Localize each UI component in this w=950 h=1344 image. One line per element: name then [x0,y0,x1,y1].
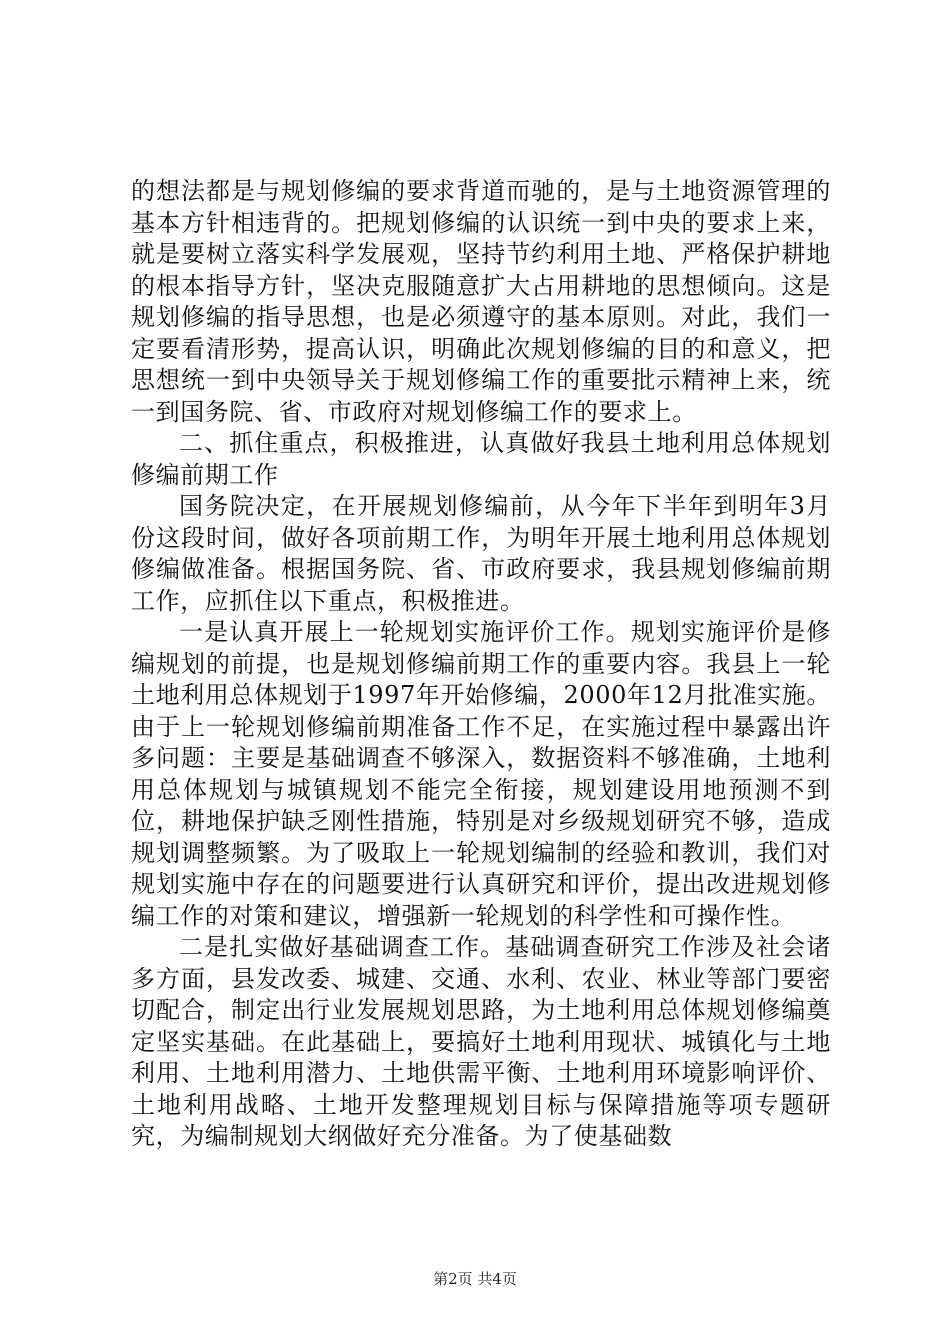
document-body [131,176,831,1153]
section-heading: 二、抓住重点，积极推进，认真做好我县土地利用总体规划修编前期工作 [131,429,831,489]
paragraph-4: 一是认真开展上一轮规划实施评价工作。规划实施评价是修编规划的前提，也是规划修编前期工作的重要内容。我县上一轮土地利用总体规划于1997年开始修编，2000年12月批准实施。由于上一轮规划修编前期准备工作不足，在实施过程中暴露出许多问题：主要是基础调查不够深入，数据资料不够准确，土地利用总体规划与城镇规划不能完全衔接，规划建设用地预测不到位，耕地保护缺乏刚性措施，特别是对乡级规划研究不够，造成规划调整频繁。为了吸取上一轮规划编制的经验和教训，我们对规划实施中存在的问题要进行认真研究和评价，提出改进规划修编工作的对策和建议，增强新一轮规划的科学性和可操作性。 [131,618,831,930]
page-number: 第2页 共4页 [433,1270,517,1288]
paragraph-3: 国务院决定，在开展规划修编前，从今年下半年到明年3月份这段时间，做好各项前期工作，为明年开展土地利用总体规划修编做准备。根据国务院、省、市政府要求，我县规划修编前期工作，应抓住以下重点，积极推进。 [131,492,831,615]
paragraph-1: 的想法都是与规划修编的要求背道而驰的，是与土地资源管理的基本方针相违背的。把规划修编的认识统一到中央的要求上来，就是要树立落实科学发展观，坚持节约利用土地、严格保护耕地的根本指导方针，坚决克服随意扩大占用耕地的思想倾向。这是规划修编的指导思想，也是必须遵守的基本原则。对此，我们一定要看清形势，提高认识，明确此次规划修编的目的和意义，把思想统一到中央领导关于规划修编工作的重要批示精神上来，统一到国务院、省、市政府对规划修编工作的要求上。 [131,177,831,426]
page-footer [0,1268,950,1289]
paragraph-5: 二是扎实做好基础调查工作。基础调查研究工作涉及社会诸多方面，县发改委、城建、交通、水利、农业、林业等部门要密切配合，制定出行业发展规划思路，为土地利用总体规划修编奠定坚实基础。在此基础上，要搞好土地利用现状、城镇化与土地利用、土地利用潜力、土地供需平衡、土地利用环境影响评价、土地利用战略、土地开发整理规划目标与保障措施等项专题研究，为编制规划大纲做好充分准备。为了使基础数 [131,933,831,1150]
